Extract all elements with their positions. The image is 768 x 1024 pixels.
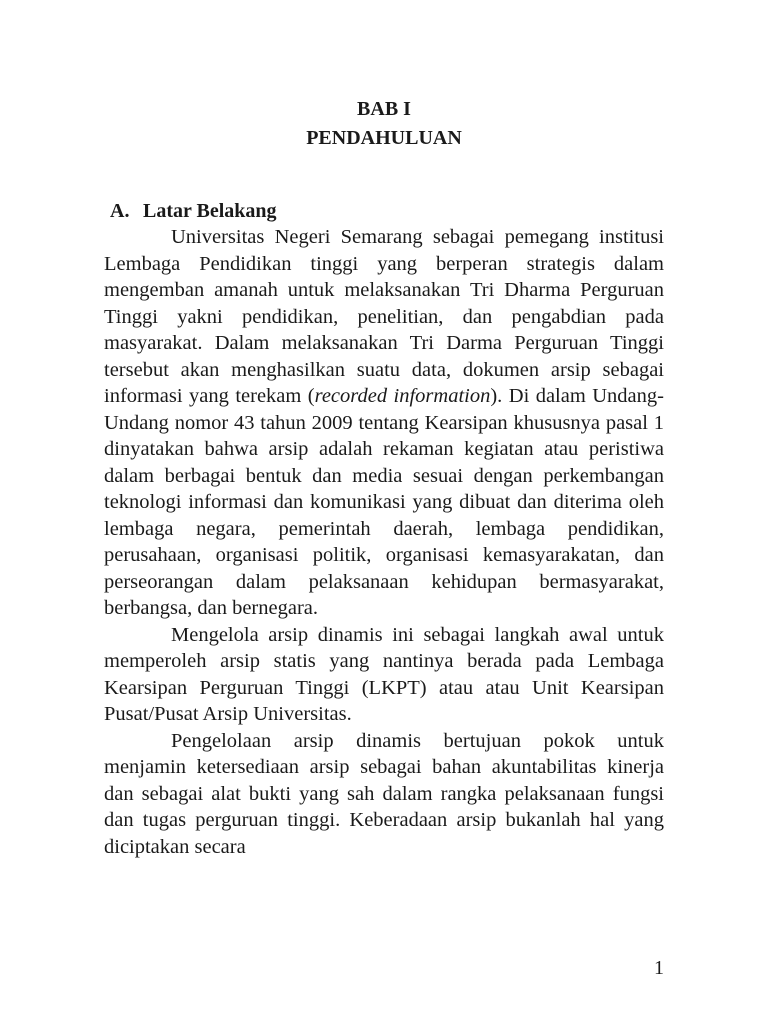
page-number: 1 [654, 957, 664, 979]
chapter-heading [0, 95, 768, 153]
paragraph-1 [104, 224, 664, 622]
section-title: Latar Belakang [143, 200, 277, 222]
paragraph-2: Mengelola arsip dinamis ini sebagai langkah awal untuk memperoleh arsip statis yang nantinya berada pada Lembaga Kearsipan Perguruan Tinggi (LKPT) atau atau Unit Kearsipan Pusat/Pusat Arsip Universitas. [104, 623, 664, 725]
section-heading [110, 198, 277, 225]
paragraph-1-text-a: Universitas Negeri Semarang sebagai pemegang institusi Lembaga Pendidikan tinggi yang berperan strategis dalam mengemban amanah untuk melaksanakan Tri Dharma Perguruan Tinggi yakni pendidikan, penelitian, dan pengabdian pada masyarakat. Dalam melaksanakan Tri Darma Perguruan Tinggi tersebut akan menghasilkan suatu data, dokumen arsip sebagai informasi yang terekam ( [104, 226, 664, 407]
paragraph-3: Pengelolaan arsip dinamis bertujuan pokok untuk menjamin ketersediaan arsip sebagai bahan akuntabilitas kinerja dan sebagai alat bukti yang sah dalam rangka pelaksanaan fungsi dan tugas perguruan tinggi. Keberadaan arsip bukanlah hal yang diciptakan secara [104, 729, 664, 858]
chapter-number: BAB I [357, 98, 411, 120]
body-text [104, 224, 664, 860]
section-marker: A. [110, 200, 130, 222]
paragraph-1-italic-term: recorded information [314, 385, 491, 407]
chapter-title: PENDAHULUAN [306, 127, 462, 149]
paragraph-1-text-b: ). Di dalam Undang-Undang nomor 43 tahun 2009 tentang Kearsipan khususnya pasal 1 dinyatakan bahwa arsip adalah rekaman kegiatan atau peristiwa dalam berbagai bentuk dan media sesuai dengan perkembangan teknologi informasi dan komunikasi yang dibuat dan diterima oleh lembaga negara, pemerintah daerah, lembaga pendidikan, perusahaan, organisasi politik, organisasi kemasyarakatan, dan perseorangan dalam pelaksanaan kehidupan bermasyarakat, berbangsa, dan bernegara. [104, 385, 664, 619]
